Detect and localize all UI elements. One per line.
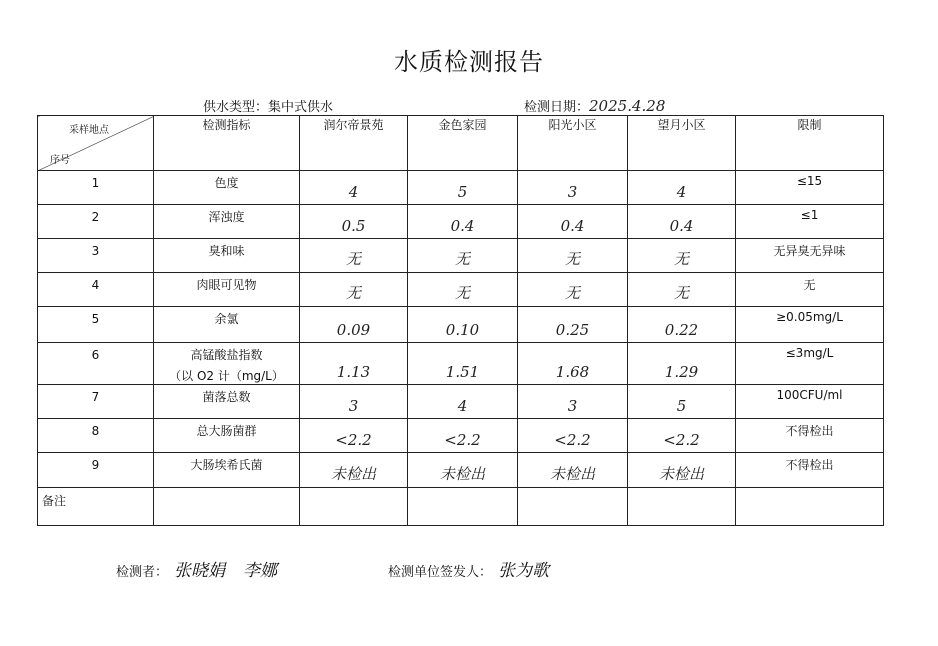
signer-line [388,556,549,581]
limit-cell: ≥0.05mg/L [736,307,884,343]
handwritten-value: 0.10 [445,321,480,339]
value-cell [408,205,518,239]
sampling-site-label: 采样地点 [69,125,109,136]
table-row [38,239,884,273]
handwritten-value: 无 [454,284,470,302]
tester-line [116,556,277,581]
value-cell [300,307,408,343]
remarks-cell [408,488,518,526]
remarks-cell [736,488,884,526]
seq-cell: 7 [38,385,154,419]
indicator-cell [154,343,300,385]
limit-cell: 不得检出 [736,453,884,488]
handwritten-value: 1.13 [336,363,371,381]
value-cell [518,239,628,273]
indicator-cell [154,453,300,488]
value-cell [518,273,628,307]
handwritten-value: 未检出 [549,465,595,483]
indicator-name: 浑浊度 [208,210,245,224]
value-cell [518,385,628,419]
value-cell [518,419,628,453]
report-title: 水质检测报告 [394,48,544,76]
tester-signature-1: 张晓娟 [174,561,226,581]
remarks-cell [628,488,736,526]
seq-cell: 5 [38,307,154,343]
test-date-label: 检测日期： [524,100,590,115]
handwritten-value: 5 [676,397,687,415]
value-cell [408,273,518,307]
value-cell [628,273,736,307]
handwritten-value: 无 [673,284,689,302]
limit-cell: ≤15 [736,171,884,205]
indicator-cell [154,273,300,307]
seq-cell: 3 [38,239,154,273]
indicator-name: 总大肠菌群 [196,424,257,438]
handwritten-value: 3 [348,397,359,415]
remarks-label: 备注 [38,488,154,526]
value-cell [628,171,736,205]
remarks-row [38,488,884,526]
handwritten-value: 无 [564,250,580,268]
limit-header: 限制 [736,116,884,171]
handwritten-value: <2.2 [663,431,700,449]
table-row [38,205,884,239]
supply-type [203,96,333,115]
indicator-cell [154,419,300,453]
table-body [38,171,884,488]
value-cell [300,385,408,419]
value-cell [408,307,518,343]
limit-cell: ≤3mg/L [736,343,884,385]
table-row [38,385,884,419]
handwritten-value: 无 [454,250,470,268]
test-date-value: 2025.4.28 [589,97,666,115]
handwritten-value: 未检出 [330,465,376,483]
seq-cell: 1 [38,171,154,205]
value-cell [628,385,736,419]
site-header: 金色家园 [408,116,518,171]
supply-type-value: 集中式供水 [268,100,334,115]
remarks-cell [300,488,408,526]
handwritten-value: 3 [567,397,578,415]
tester-label: 检测者： [116,565,169,580]
test-date [524,96,665,115]
diagonal-header-cell [38,116,154,171]
seq-cell: 2 [38,205,154,239]
value-cell [518,171,628,205]
handwritten-value: 无 [673,250,689,268]
table-row [38,307,884,343]
seq-label: 序号 [50,155,70,166]
handwritten-value: 0.25 [555,321,590,339]
handwritten-value: 3 [567,183,578,201]
value-cell [408,385,518,419]
supply-type-label: 供水类型： [203,100,269,115]
value-cell [300,343,408,385]
handwritten-value: 1.68 [555,363,590,381]
value-cell [628,205,736,239]
handwritten-value: 0.09 [336,321,371,339]
signer-signature: 张为歌 [498,561,550,581]
limit-cell: 不得检出 [736,419,884,453]
site-header: 润尔帝景苑 [300,116,408,171]
value-cell [300,273,408,307]
indicator-cell [154,171,300,205]
handwritten-value: <2.2 [444,431,481,449]
indicator-name: 肉眼可见物 [196,278,257,292]
value-cell [408,453,518,488]
indicator-name: 余氯 [214,312,239,326]
signer-label: 检测单位签发人： [388,565,493,580]
value-cell [518,205,628,239]
limit-cell: 无 [736,273,884,307]
handwritten-value: 4 [348,183,359,201]
limit-cell: ≤1 [736,205,884,239]
table-row [38,343,884,385]
indicator-cell [154,307,300,343]
value-cell [518,453,628,488]
handwritten-value: 1.51 [445,363,480,381]
indicator-name: 大肠埃希氏菌 [190,458,263,472]
value-cell [300,205,408,239]
indicator-name: 色度 [214,176,239,190]
value-cell [628,307,736,343]
site-header: 望月小区 [628,116,736,171]
indicator-name: 菌落总数 [202,390,251,404]
handwritten-value: 5 [457,183,468,201]
value-cell [408,343,518,385]
handwritten-value: 0.4 [450,217,475,235]
value-cell [518,343,628,385]
limit-cell: 100CFU/ml [736,385,884,419]
table-row [38,273,884,307]
indicator-cell [154,205,300,239]
tester-signature-2: 李娜 [243,561,278,581]
seq-cell: 9 [38,453,154,488]
value-cell [300,419,408,453]
handwritten-value: 未检出 [658,465,704,483]
value-cell [300,453,408,488]
handwritten-value: 0.22 [664,321,699,339]
handwritten-value: 无 [345,284,361,302]
seq-cell: 4 [38,273,154,307]
seq-cell: 6 [38,343,154,385]
handwritten-value: 无 [564,284,580,302]
handwritten-value: 4 [676,183,687,201]
remarks-cell [154,488,300,526]
site-header: 阳光小区 [518,116,628,171]
table-row [38,171,884,205]
indicator-cell [154,239,300,273]
value-cell [408,419,518,453]
handwritten-value: 未检出 [439,465,485,483]
seq-cell: 8 [38,419,154,453]
value-cell [628,453,736,488]
handwritten-value: 无 [345,250,361,268]
value-cell [518,307,628,343]
indicator-unit: （以 O2 计（mg/L） [169,369,284,383]
value-cell [628,239,736,273]
handwritten-value: 0.4 [560,217,585,235]
indicator-name: 高锰酸盐指数 [190,348,263,362]
report-table [37,115,884,526]
handwritten-value: 0.4 [669,217,694,235]
table-row [38,453,884,488]
handwritten-value: 0.5 [341,217,366,235]
handwritten-value: 1.29 [664,363,699,381]
table-header-row [38,116,884,171]
limit-cell: 无异臭无异味 [736,239,884,273]
indicator-name: 臭和味 [208,244,245,258]
table-row [38,419,884,453]
value-cell [300,171,408,205]
value-cell [408,239,518,273]
indicator-cell [154,385,300,419]
value-cell [300,239,408,273]
value-cell [628,419,736,453]
value-cell [628,343,736,385]
indicator-header: 检测指标 [154,116,300,171]
handwritten-value: <2.2 [554,431,591,449]
value-cell [408,171,518,205]
handwritten-value: 4 [457,397,468,415]
handwritten-value: <2.2 [335,431,372,449]
remarks-cell [518,488,628,526]
